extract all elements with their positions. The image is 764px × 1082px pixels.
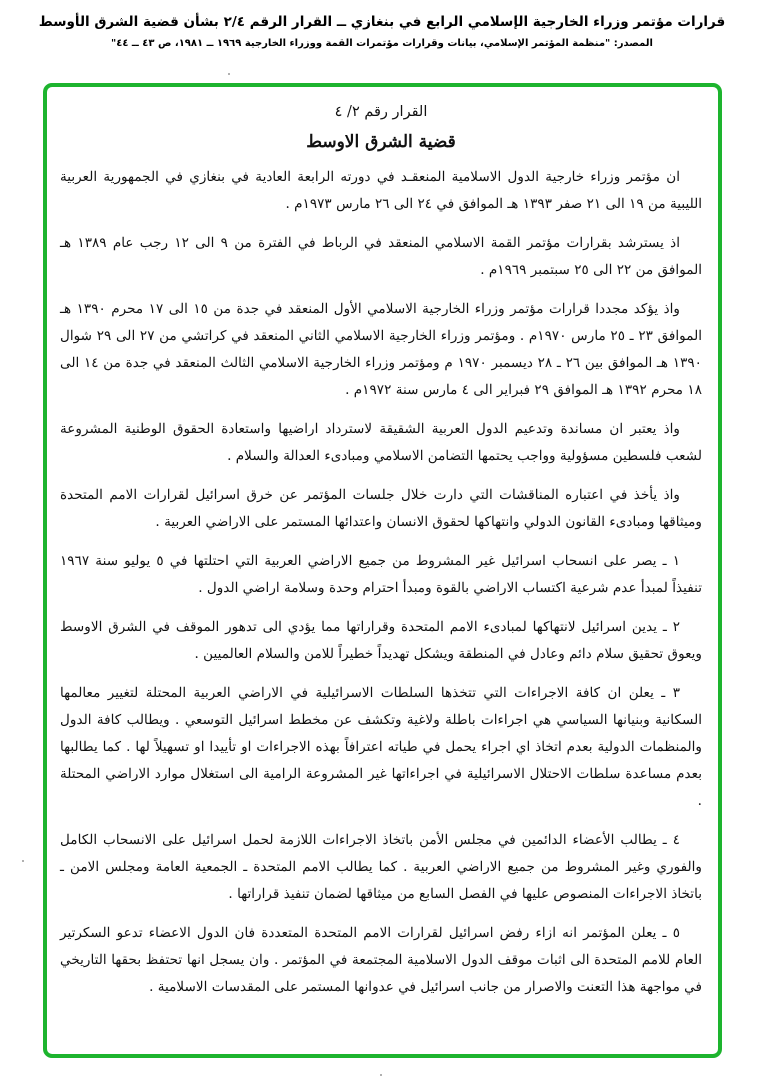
page-header-source: المصدر: "منظمة المؤتمر الإسلامي، بيانات وقرارات مؤتمرات القمة ووزراء الخارجية ١٩٦٩ ــ ١٩٨١، ص ٤٣ ــ ٤٤" bbox=[111, 38, 653, 49]
paragraph-preamble-3: واذ يؤكد مجددا قرارات مؤتمر وزراء الخارجية الاسلامي الأول المنعقد في جدة من ١٥ الى ١٧ محرم ١٣٩٠ هـ الموافق ٢٣ ـ ٢٥ مارس ١٩٧٠م . ومؤتمر وزراء الخارجية الاسلامي الثاني المنعقد في كراتشي من ٢٧ الى ٢٩ شوال ١٣٩٠ هـ الموافق بين ٢٦ ـ ٢٨ ديسمبر ١٩٧٠ م ومؤتمر وزراء الخارجية الاسلامي الثالث المنعقد في جدة من ١٤ الى ١٨ محرم ١٣٩٢ هـ الموافق ٢٩ فبراير الى ٤ مارس سنة ١٩٧٢م . bbox=[60, 301, 702, 398]
scan-speck bbox=[380, 1074, 382, 1076]
operative-clause-2: ٢ ـ يدين اسرائيل لانتهاكها لمبادىء الامم المتحدة وقراراتها مما يؤدي الى تدهور الموقف في الشرق الاوسط ويعوق تحقيق سلام دائم وعادل في المنطقة ويشكل تهديداً خطيراً للامن والسلام العالميين . bbox=[60, 619, 702, 662]
operative-clause-4: ٤ ـ يطالب الأعضاء الدائمين في مجلس الأمن باتخاذ الاجراءات اللازمة لحمل اسرائيل على الانسحاب الكامل والفوري وغير المشروط من جميع الاراضي العربية . كما يطالب الامم المتحدة ـ الجمعية العامة ومجلس الامن ـ باتخاذ الاجراءات المنصوص عليها في الفصل السابع من ميثاقها لضمان تنفيذ قراراتها . bbox=[60, 832, 702, 902]
resolution-number: القرار رقم ٢/ ٤ bbox=[334, 104, 428, 120]
scan-speck bbox=[228, 73, 230, 75]
paragraph-preamble-4: واذ يعتبر ان مساندة وتدعيم الدول العربية الشقيقة لاسترداد اراضيها واستعادة الحقوق الوطنية المشروعة لشعب فلسطين مسؤولية وواجب يحتمها التضامن الاسلامي ومبادىء العدالة والسلام . bbox=[60, 421, 702, 464]
document-body bbox=[60, 90, 702, 1013]
paragraph-preamble-1: ان مؤتمر وزراء خارجية الدول الاسلامية المنعقـد في دورته الرابعة العادية في بنغازي في الجمهورية العربية الليبية من ١٩ الى ٢١ صفر ١٣٩٣ هـ الموافق في ٢٤ الى ٢٦ مارس ١٩٧٣م . bbox=[60, 169, 702, 212]
scan-speck bbox=[22, 860, 24, 862]
page-header-title: قرارات مؤتمر وزراء الخارجية الإسلامي الرابع في بنغازي ــ القرار الرقم ٢/٤ بشأن قضية الشرق الأوسط bbox=[38, 14, 726, 30]
operative-clause-3: ٣ ـ يعلن ان كافة الاجراءات التي تتخذها السلطات الاسرائيلية في الاراضي العربية المحتلة لتغيير معالمها السكانية وبنيانها السياسي هي اجراءات باطلة ولاغية وتكشف عن مخطط اسرائيل التوسعي . ويطالب كافة الدول والمنظمات الدولية بعدم اتخاذ اي اجراء يحمل في طياته اعترافاً بهذه الاجراءات او تأييدا او تسهيلاً لها . كما يطالبها بعدم مساعدة سلطات الاحتلال الاسرائيلية في اجراءاتها غير المشروعة الرامية الى استغلال موارد الاراضي المحتلة . bbox=[60, 685, 702, 809]
paragraph-preamble-2: اذ يسترشد بقرارات مؤتمر القمة الاسلامي المنعقد في الرباط في الفترة من ٩ الى ١٢ رجب عام ١٣٨٩ هـ الموافق من ٢٢ الى ٢٥ سبتمبر ١٩٦٩م . bbox=[60, 235, 702, 278]
operative-clause-1: ١ ـ يصر على انسحاب اسرائيل غير المشروط من جميع الاراضي العربية التي احتلتها في ٥ يوليو سنة ١٩٦٧ تنفيذاً لمبدأ عدم شرعية اكتساب الاراضي بالقوة ومبدأ احترام وحدة وسلامة اراضي الدول . bbox=[60, 553, 702, 596]
paragraph-preamble-5: واذ يأخذ في اعتباره المناقشات التي دارت خلال جلسات المؤتمر عن خرق اسرائيل لقرارات الامم المتحدة وميثاقها ومبادىء القانون الدولي وانتهاكها لحقوق الانسان واعتدائها المستمر على الاراضي العربية . bbox=[60, 487, 702, 530]
operative-clause-5: ٥ ـ يعلن المؤتمر انه ازاء رفض اسرائيل لقرارات الامم المتحدة المتعددة فان الدول الاعضاء تدعو السكرتير العام للامم المتحدة الى اثبات موقف الدول الاسلامية المجتمعة في المؤتمر . وان يسجل انها تحتفظ بحقها التاريخي في مواجهة هذا التعنت والاصرار من جانب اسرائيل في عدوانها المستمر على المقدسات الاسلامية . bbox=[60, 925, 702, 995]
resolution-subject: قضية الشرق الاوسط bbox=[306, 132, 456, 152]
